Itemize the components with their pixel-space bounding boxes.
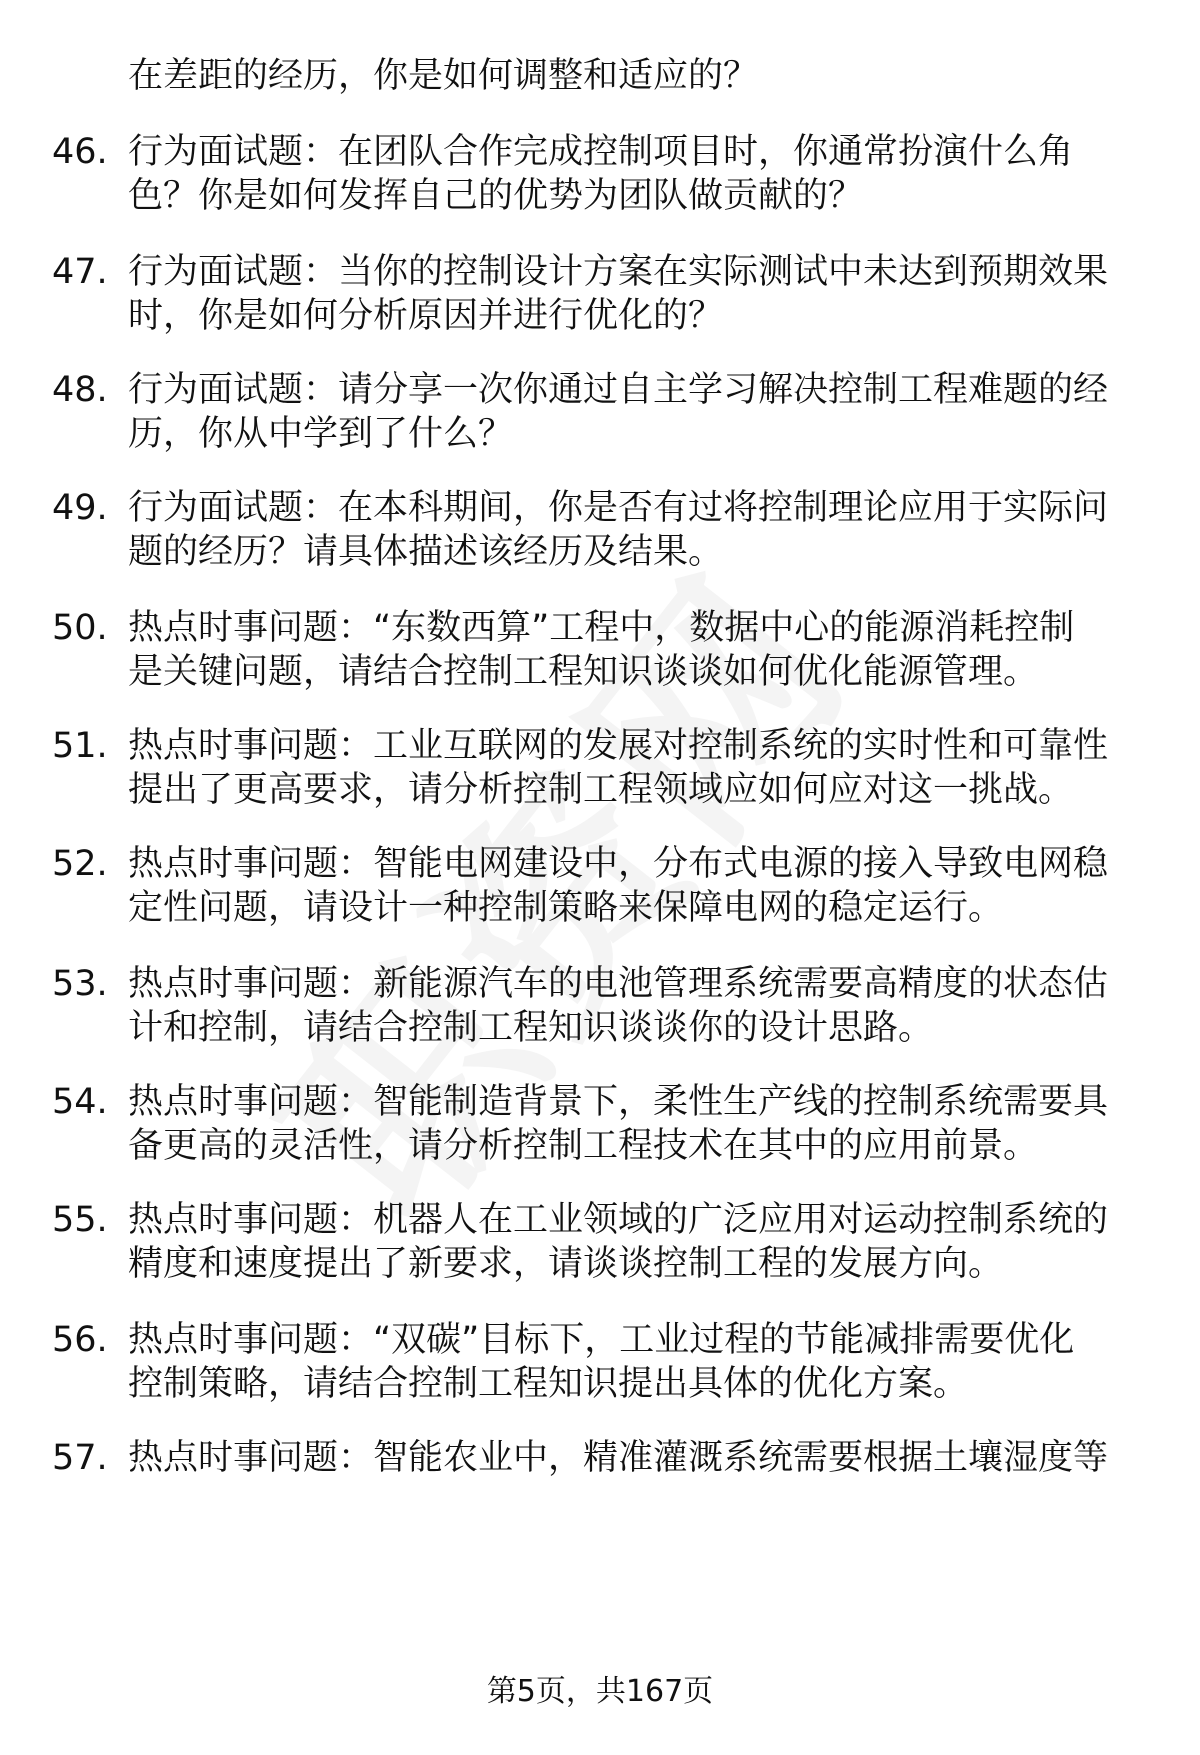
continuation-text: 在差距的经历，你是如何调整和适应的？ bbox=[128, 56, 759, 96]
question-number: 57. bbox=[52, 1438, 108, 1478]
question-text-line2: 备更高的灵活性，请分析控制工程技术在其中的应用前景。 bbox=[128, 1126, 1039, 1166]
question-number: 56. bbox=[52, 1320, 108, 1360]
question-text-line1: 行为面试题：当你的控制设计方案在实际测试中未达到预期效果 bbox=[128, 252, 1109, 292]
question-number: 53. bbox=[52, 964, 108, 1004]
question-text-line2: 题的经历？请具体描述该经历及结果。 bbox=[128, 532, 724, 572]
question-text-line1: 热点时事问题：“东数西算”工程中，数据中心的能源消耗控制 bbox=[128, 608, 1075, 648]
question-text-line1: 热点时事问题：新能源汽车的电池管理系统需要高精度的状态估 bbox=[128, 964, 1109, 1004]
question-number: 47. bbox=[52, 252, 108, 292]
page-footer: 第5页，共167页 bbox=[486, 1674, 714, 1709]
question-text-line1: 热点时事问题：“双碳”目标下，工业过程的节能减排需要优化 bbox=[128, 1320, 1075, 1360]
question-text-line2: 定性问题，请设计一种控制策略来保障电网的稳定运行。 bbox=[128, 888, 1004, 928]
question-text-line1: 行为面试题：在本科期间，你是否有过将控制理论应用于实际问 bbox=[128, 488, 1109, 528]
question-number: 50. bbox=[52, 608, 108, 648]
question-number: 49. bbox=[52, 488, 108, 528]
question-text-line1: 热点时事问题：智能农业中，精准灌溉系统需要根据土壤湿度等 bbox=[128, 1438, 1109, 1478]
question-text-line1: 热点时事问题：智能制造背景下，柔性生产线的控制系统需要具 bbox=[128, 1082, 1109, 1122]
question-text-line1: 热点时事问题：智能电网建设中，分布式电源的接入导致电网稳 bbox=[128, 844, 1109, 884]
question-text-line1: 热点时事问题：机器人在工业领域的广泛应用对运动控制系统的 bbox=[128, 1200, 1109, 1240]
question-number: 46. bbox=[52, 132, 108, 172]
question-number: 52. bbox=[52, 844, 108, 884]
question-number: 51. bbox=[52, 726, 108, 766]
question-number: 54. bbox=[52, 1082, 108, 1122]
question-text-line1: 行为面试题：在团队合作完成控制项目时，你通常扮演什么角 bbox=[128, 132, 1074, 172]
question-number: 48. bbox=[52, 370, 108, 410]
question-text-line2: 提出了更高要求，请分析控制工程领域应如何应对这一挑战。 bbox=[128, 770, 1074, 810]
question-text-line1: 热点时事问题：工业互联网的发展对控制系统的实时性和可靠性 bbox=[128, 726, 1109, 766]
question-text-line2: 历，你从中学到了什么？ bbox=[128, 414, 514, 454]
question-text-line2: 控制策略，请结合控制工程知识提出具体的优化方案。 bbox=[128, 1364, 969, 1404]
question-number: 55. bbox=[52, 1200, 108, 1240]
question-text-line2: 色？你是如何发挥自己的优势为团队做贡献的？ bbox=[128, 176, 864, 216]
question-text-line1: 行为面试题：请分享一次你通过自主学习解决控制工程难题的经 bbox=[128, 370, 1109, 410]
question-text-line2: 是关键问题，请结合控制工程知识谈谈如何优化能源管理。 bbox=[128, 652, 1039, 692]
question-text-line2: 时，你是如何分析原因并进行优化的？ bbox=[128, 296, 724, 336]
question-text-line2: 计和控制，请结合控制工程知识谈谈你的设计思路。 bbox=[128, 1008, 934, 1048]
question-text-line2: 精度和速度提出了新要求，请谈谈控制工程的发展方向。 bbox=[128, 1244, 1004, 1284]
